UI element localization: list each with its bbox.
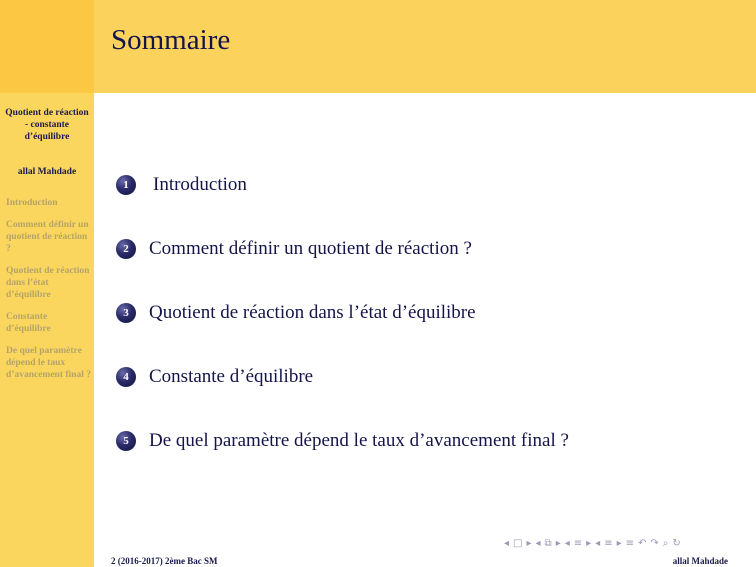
toc-item-3[interactable] [116, 302, 476, 324]
sidebar-author: allal Mahdade [17, 167, 77, 177]
toc-label: Quotient de réaction dans l’état d’équilibre [149, 302, 476, 323]
sidebar-nav-quotient-equilibre[interactable]: Quotient de réaction dans l’état d’équilibre [6, 266, 90, 300]
toc-number-ball: 3 [116, 303, 136, 323]
refresh-icon[interactable]: ↻ [672, 538, 681, 549]
subsection-icon[interactable]: ≡ [573, 538, 583, 549]
next-slide-arrow-icon[interactable]: ▸ [526, 538, 532, 549]
toc-number-ball: 2 [116, 239, 136, 259]
sidebar-nav [6, 197, 92, 391]
toc-label: Introduction [153, 174, 247, 195]
prev-section-arrow-icon[interactable]: ◂ [595, 538, 601, 549]
toc-item-2[interactable] [116, 238, 472, 260]
toc-item-1[interactable] [116, 174, 247, 196]
frame-icon[interactable]: ⧉ [544, 538, 552, 549]
prev-subsection-arrow-icon[interactable]: ◂ [564, 538, 570, 549]
sidebar-nav-definir-quotient[interactable]: Comment définir un quotient de réaction ? [6, 220, 89, 254]
prev-frame-arrow-icon[interactable]: ◂ [535, 538, 541, 549]
next-section-arrow-icon[interactable]: ▸ [616, 538, 622, 549]
sidebar-top-block [0, 0, 94, 93]
toc-item-5[interactable] [116, 430, 569, 452]
section-icon[interactable]: ≡ [604, 538, 613, 549]
slide-icon[interactable]: □ [513, 538, 523, 549]
document-icon[interactable]: ≡ [625, 538, 635, 549]
back-icon[interactable]: ↶ [638, 538, 647, 549]
beamer-navigation-controls [504, 538, 681, 549]
forward-icon[interactable]: ↷ [650, 538, 659, 549]
sidebar-nav-taux-avancement[interactable]: De quel paramètre dépend le taux d’avancement final ? [6, 346, 91, 380]
footer-slide-info: 2 (2016-2017) 2ème Bac SM [111, 556, 218, 566]
toc-label: Comment définir un quotient de réaction ? [149, 238, 472, 259]
toc-number-ball: 4 [116, 367, 136, 387]
sidebar-presentation-title[interactable]: Quotient de réaction - constante d’équilibre [5, 108, 89, 142]
sidebar-nav-constante-equilibre[interactable]: Constante d’équilibre [6, 312, 51, 334]
sidebar-nav-introduction[interactable]: Introduction [6, 198, 58, 208]
prev-slide-arrow-icon[interactable]: ◂ [504, 538, 510, 549]
toc-item-4[interactable] [116, 366, 313, 388]
footer-author: allal Mahdade [672, 556, 728, 566]
toc-label: Constante d’équilibre [149, 366, 314, 387]
next-subsection-arrow-icon[interactable]: ▸ [586, 538, 592, 549]
toc-number-ball: 5 [116, 431, 136, 451]
toc-label: De quel paramètre dépend le taux d’avancement final ? [149, 430, 569, 451]
frame-title: Sommaire [111, 24, 231, 56]
next-frame-arrow-icon[interactable]: ▸ [555, 538, 561, 549]
toc-number-ball: 1 [116, 175, 136, 195]
search-icon[interactable]: ⌕ [662, 538, 669, 549]
